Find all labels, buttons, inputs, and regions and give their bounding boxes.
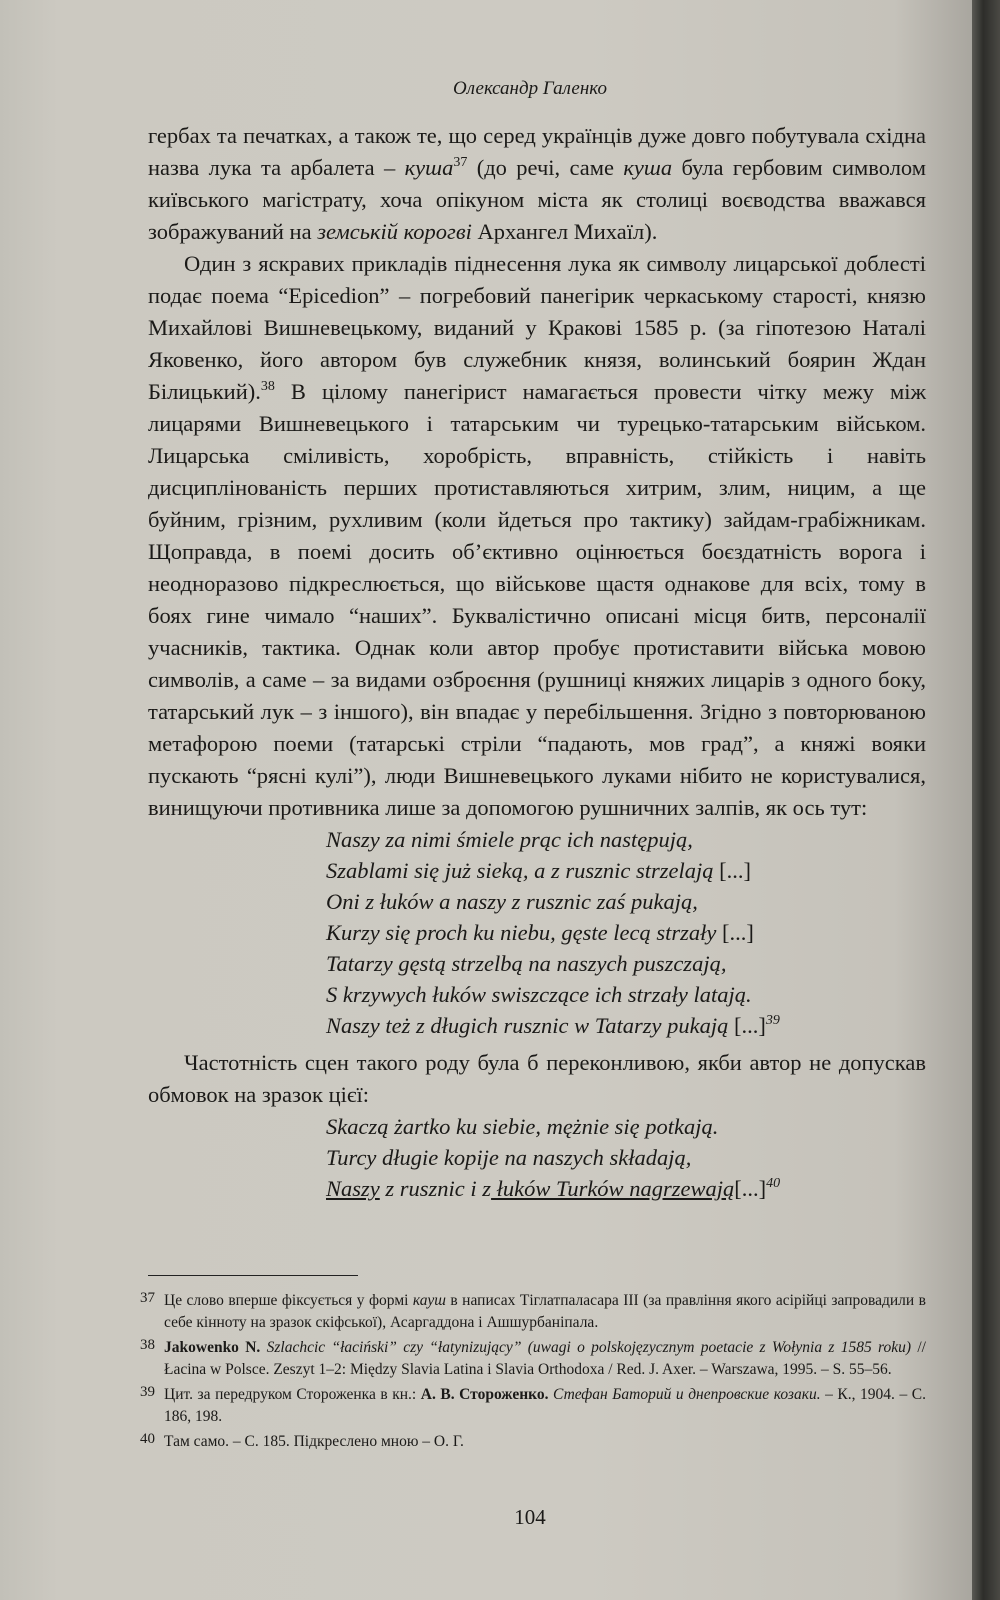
book-spine-edge bbox=[972, 0, 1000, 1600]
verse-line: Kurzy się proch ku niebu, gęste lecą strzały [...] bbox=[326, 920, 754, 945]
verse-line: Naszy też z długich rusznic w Tatarzy pukają [...]$^{39}$ bbox=[326, 1013, 780, 1038]
footnote-39: 39 Цит. за передруком Стороженка в кн.: А. В. Стороженко. Стефан Баторий и днепровские козаки. – К., 1904. – С. 186, 198. bbox=[140, 1384, 926, 1425]
footnote-37: 37 Це слово вперше фіксується у формі кауш в написах Тіглатпаласара ІІІ (за правління якого асірійці запровадили в себе кінноту на зразок скіфської), Асаргаддона і Ашшурбаніпала. bbox=[140, 1290, 926, 1331]
main-text bbox=[148, 120, 926, 1204]
running-header: Олександр Галенко bbox=[453, 78, 607, 99]
footnote-ref-37[interactable]: 37 bbox=[453, 155, 468, 170]
verse-line: Szablami się już sieką, a z rusznic strzelają [...] bbox=[326, 858, 752, 883]
verse-line: Skaczą żartko ku siebie, mężnie się potkają. bbox=[326, 1114, 719, 1139]
footnotes bbox=[140, 1290, 926, 1456]
verse-line: Tatarzy gęstą strzelbą na naszych puszczają, bbox=[326, 951, 727, 976]
paragraph-3: Частотність сцен такого роду була б переконливою, якби автор не допускав обмовок на зразок цієї: bbox=[148, 1050, 926, 1107]
footnote-ref-39[interactable]: 39 bbox=[765, 1013, 780, 1028]
paragraph-1: гербах та печатках, а також те, що серед українців дуже довго побутувала східна назва лука та арбалета – куша$^{37}$ (до речі, саме куша була гербовим символом київського магістрату, хоча опікуном міста як столиці воєводства вважався зображуваний на земській корогві Архангел Михаїл). bbox=[148, 123, 926, 244]
footnote-38: 38 Jakowenko N. Szlachcic “łaciński” czy “łatynizujący” (uwagi o polskojęzycznyт poetacie z Wołynia z 1585 roku) // Łacina w Polsce. Zeszyt 1–2: Między Slavia Latina i Slavia Orthodoxa / Red. J. Axer. – Warszawa, 1995. – S. 55–56. bbox=[140, 1337, 926, 1378]
verse-line: Turcy długie kopije na naszych składają, bbox=[326, 1145, 692, 1170]
footnote-divider bbox=[148, 1275, 358, 1276]
verse-line: Oni z łuków a naszy z rusznic zaś pukają, bbox=[326, 889, 698, 914]
verse-quote-2 bbox=[326, 1111, 926, 1204]
footnote-40: 40 Там само. – С. 185. Підкреслено мною – О. Г. bbox=[140, 1431, 464, 1450]
verse-line: S krzywych łuków swiszczące ich strzały latają. bbox=[326, 982, 752, 1007]
verse-line: Naszy z rusznic i z łuków Turków nagrzewają[...]$^{40}$ bbox=[326, 1176, 781, 1201]
verse-quote-1 bbox=[326, 824, 926, 1041]
verse-line: Naszy za nimi śmiele prąc ich następują, bbox=[326, 827, 693, 852]
paragraph-2: Один з яскравих прикладів піднесення лука як символу лицарської доблесті подає поема “Epicedion” – погребовий панегірик черкаському старості, князю Михайлові Вишневецькому, виданий у Кракові 1585 р. (за гіпотезою Наталі Яковенко, його автором був служебник князя, волинський боярин Ждан Білицький).$^{38}$ В цілому панегірист намагається провести чітку межу між лицарями Вишневецького і татарським чи турецько-татарським військом. Лицарська сміливість, хоробрість, вправність, стійкість і навіть дисциплінованість перших протиставляються хитрим, злим, ницим, а ще буйним, грізним, рухливим (коли йдеться про тактику) зайдам-грабіжникам. Щоправда, в поемі досить об’єктивно оцінюється боєздатність ворога і неодноразово підкреслюється, що військове щастя однакове для всіх, тому в боях гине чимало “наших”. Буквалістично описані місця битв, персоналії учасників, тактика. Однак коли автор пробує протиставити війська мовою символів, а саме – за видами озброєння (рушниці княжих лицарів з одного боку, татарський лук – з іншого), він впадає у перебільшення. Згідно з повторюваною метафорою поеми (татарські стріли “падають, мов град”, а княжі вояки пускають “рясні кулі”), люди Вишневецького луками нібито не користувалися, винищуючи противника лише за допомогою рушничних залпів, як ось тут: bbox=[148, 251, 926, 820]
footnote-ref-38[interactable]: 38 bbox=[260, 379, 275, 394]
footnote-ref-40[interactable]: 40 bbox=[766, 1176, 781, 1191]
page-number: 104 bbox=[514, 1505, 546, 1529]
